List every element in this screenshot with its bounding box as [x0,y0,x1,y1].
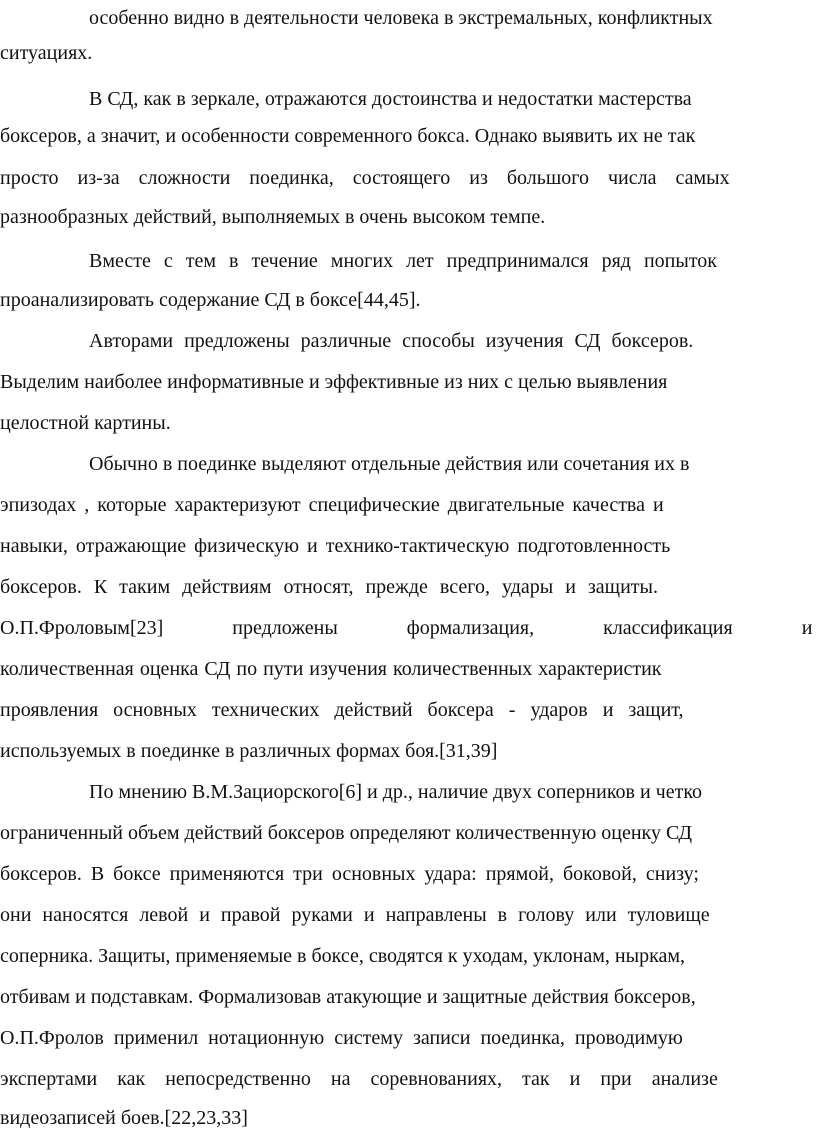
text-line [0,1103,816,1133]
line-text: отбивам и подставкам. Формализовав атакующие и защитные действия боксеров, [0,986,696,1008]
text-line [0,900,816,930]
text-line [0,613,816,643]
text-line [0,285,816,315]
text-line [0,449,816,479]
text-line [0,777,816,807]
line-text: проанализировать содержание СД в боксе[44,45]. [0,289,421,311]
text-line [0,408,816,438]
text-line [0,163,816,193]
text-line [0,859,816,889]
line-text: ограниченный объем действий боксеров определяют количественную оценку СД [0,822,692,844]
text-line [0,695,816,725]
line-text: видеозаписей боев.[22,23,33] [0,1107,248,1129]
line-text: О.П.Фроловым[23] предложены формализация, классификация и [0,617,813,639]
text-line [0,1064,816,1094]
line-text: эпизодах , которые характеризуют специфические двигательные качества и [0,494,664,516]
text-line [0,736,816,766]
text-line [0,982,816,1012]
line-text: По мнению В.М.Зациорского[6] и др., наличие двух соперников и четко [89,781,703,803]
text-line [0,367,816,397]
line-text: боксеров. В боксе применяются три основных удара: прямой, боковой, снизу; [0,863,699,885]
text-line [0,531,816,561]
line-text: ситуациях. [0,42,93,64]
line-text: они наносятся левой и правой руками и направлены в голову или туловище [0,904,710,926]
line-text: используемых в поединке в различных формах боя.[31,39] [0,740,498,762]
text-line [0,572,816,602]
text-line [0,246,816,276]
line-text: соперника. Защиты, применяемые в боксе, сводятся к уходам, уклонам, ныркам, [0,945,686,967]
line-text: боксеров, а значит, и особенности современного бокса. Однако выявить их не так [0,125,696,147]
text-line [0,84,816,114]
line-text: разнообразных действий, выполняемых в очень высоком темпе. [0,206,546,228]
text-line [0,1023,816,1053]
line-text: проявления основных технических действий боксера - ударов и защит, [0,699,684,721]
text-line [0,941,816,971]
text-line [0,38,816,68]
line-text: навыки, отражающие физическую и технико-тактическую подготовленность [0,535,671,557]
line-text: количественная оценка СД по пути изучения количественных характеристик [0,658,662,680]
text-line [0,121,816,151]
line-text: целостной картины. [0,412,171,434]
text-line [0,818,816,848]
text-line [0,202,816,232]
line-text: Обычно в поединке выделяют отдельные действия или сочетания их в [89,453,690,475]
text-line [0,3,816,33]
line-text: Авторами предложены различные способы изучения СД боксеров. [89,330,694,352]
line-text: особенно видно в деятельности человека в экстремальных, конфликтных [89,7,713,29]
line-text: Выделим наиболее информативные и эффективные из них с целью выявления [0,371,668,393]
text-line [0,654,816,684]
line-text: О.П.Фролов применил нотационную систему записи поединка, проводимую [0,1027,683,1049]
line-text: просто из-за сложности поединка, состоящего из большого числа самых [0,167,730,189]
text-line [0,326,816,356]
line-text: В СД, как в зеркале, отражаются достоинства и недостатки мастерства [89,88,692,110]
line-text: Вместе с тем в течение многих лет предпринимался ряд попыток [89,250,718,272]
line-text: боксеров. К таким действиям относят, прежде всего, удары и защиты. [0,576,658,598]
line-text: экспертами как непосредственно на соревнованиях, так и при анализе [0,1068,718,1090]
text-line [0,490,816,520]
